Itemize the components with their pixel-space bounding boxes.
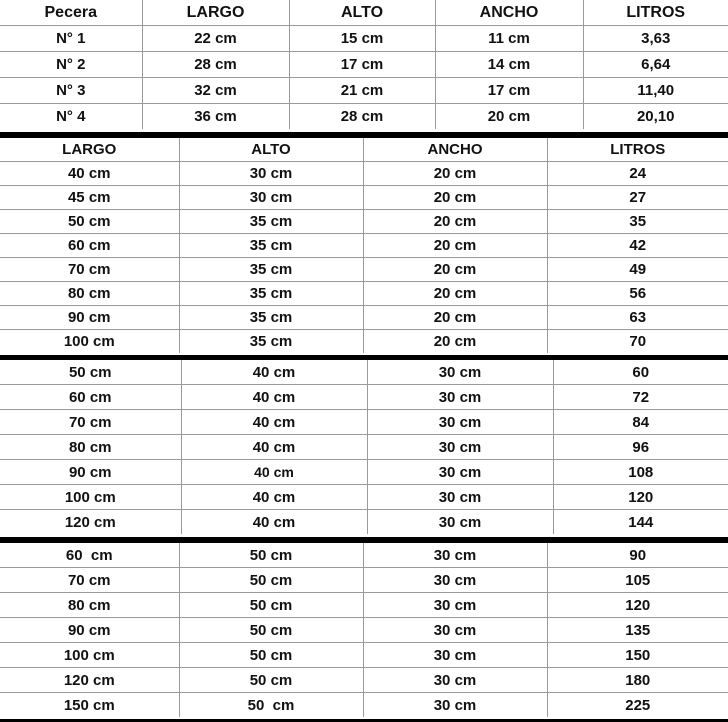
table-row (0, 104, 728, 130)
tank-size-table-b (0, 360, 728, 534)
table-cell: 60 cm (0, 234, 179, 258)
table-cell: 35 (547, 210, 728, 234)
table-cell: 100 cm (0, 643, 179, 668)
table-cell: 28 cm (289, 104, 435, 130)
table-row (0, 306, 728, 330)
table-cell: 30 cm (363, 668, 547, 693)
table-cell: 30 cm (363, 568, 547, 593)
table-cell: 50 cm (0, 360, 181, 385)
table-row (0, 258, 728, 282)
table-cell: 30 cm (367, 410, 553, 435)
table-row (0, 282, 728, 306)
table-cell: 35 cm (179, 258, 363, 282)
table-row (0, 162, 728, 186)
table-row (0, 460, 728, 485)
table-cell: 70 cm (0, 568, 179, 593)
header-cell: LARGO (142, 0, 289, 26)
table-cell: 32 cm (142, 78, 289, 104)
table-cell: 20 cm (363, 258, 547, 282)
table-cell: 40 cm (181, 485, 367, 510)
table-row (0, 410, 728, 435)
table-row (0, 26, 728, 52)
header-cell: LARGO (0, 138, 179, 162)
table-cell: 40 cm (181, 385, 367, 410)
table-cell: N° 4 (0, 104, 142, 130)
table-cell: 21 cm (289, 78, 435, 104)
table-cell: 105 (547, 568, 728, 593)
table-cell: 225 (547, 693, 728, 718)
table-cell: 135 (547, 618, 728, 643)
table-row (0, 234, 728, 258)
table-cell: 30 cm (367, 460, 553, 485)
table-cell: 40 cm (0, 162, 179, 186)
table-cell: 120 (553, 485, 728, 510)
table-row (0, 693, 728, 718)
table-row (0, 385, 728, 410)
table-row (0, 78, 728, 104)
table-cell: 20 cm (363, 306, 547, 330)
table-cell: 17 cm (435, 78, 583, 104)
pecera-table (0, 0, 728, 129)
table-cell: 50 cm (179, 618, 363, 643)
header-cell: LITROS (583, 0, 728, 26)
table-cell: 49 (547, 258, 728, 282)
table-cell: 50 cm (179, 593, 363, 618)
table-cell: 50 cm (179, 568, 363, 593)
table-cell: 100 cm (0, 330, 179, 354)
table-row (0, 593, 728, 618)
table-cell: 80 cm (0, 593, 179, 618)
table-row (0, 543, 728, 568)
table-row (0, 643, 728, 668)
table-row (0, 435, 728, 460)
table-row (0, 510, 728, 535)
table-row (0, 568, 728, 593)
table-cell: N° 3 (0, 78, 142, 104)
pecera-table-header (0, 0, 728, 26)
table-cell: 63 (547, 306, 728, 330)
table-cell: 50 cm (179, 693, 363, 718)
table-cell: 15 cm (289, 26, 435, 52)
table-cell: 30 cm (363, 643, 547, 668)
table-cell: 80 cm (0, 435, 181, 460)
table-cell: 35 cm (179, 330, 363, 354)
table-cell: 50 cm (179, 643, 363, 668)
table-row (0, 186, 728, 210)
table-cell: 56 (547, 282, 728, 306)
table-cell: 11 cm (435, 26, 583, 52)
table-cell: 60 cm (0, 385, 181, 410)
table-cell: 30 cm (367, 360, 553, 385)
table-cell: 30 cm (179, 162, 363, 186)
table-cell: 108 (553, 460, 728, 485)
table-cell: 70 (547, 330, 728, 354)
table-cell: 30 cm (363, 543, 547, 568)
table-cell: 20 cm (363, 330, 547, 354)
table-cell: 40 cm (181, 435, 367, 460)
table-cell: 45 cm (0, 186, 179, 210)
table-cell: 40 cm (181, 360, 367, 385)
tank-size-table-header (0, 138, 728, 162)
table-row (0, 668, 728, 693)
table-cell: 120 cm (0, 510, 181, 535)
table-cell: 24 (547, 162, 728, 186)
table-cell: 70 cm (0, 410, 181, 435)
table-cell: 180 (547, 668, 728, 693)
table-cell: 30 cm (179, 186, 363, 210)
table-cell: 96 (553, 435, 728, 460)
table-cell: 36 cm (142, 104, 289, 130)
table-cell: 20 cm (435, 104, 583, 130)
table-cell: 144 (553, 510, 728, 535)
table-cell: 30 cm (367, 435, 553, 460)
table-cell: 35 cm (179, 282, 363, 306)
table-cell: 40 cm (181, 510, 367, 535)
table-row (0, 485, 728, 510)
table-cell: 22 cm (142, 26, 289, 52)
table-cell: 90 cm (0, 618, 179, 643)
table-cell: 90 (547, 543, 728, 568)
table-row (0, 52, 728, 78)
table-cell: 120 cm (0, 668, 179, 693)
table-cell: 28 cm (142, 52, 289, 78)
table-cell: 20 cm (363, 282, 547, 306)
header-cell: Pecera (0, 0, 142, 26)
table-cell: 84 (553, 410, 728, 435)
table-cell: 60 (553, 360, 728, 385)
header-cell: ANCHO (435, 0, 583, 26)
table-cell: 30 cm (367, 510, 553, 535)
table-cell: 35 cm (179, 210, 363, 234)
table-cell: 20 cm (363, 234, 547, 258)
table-cell: 30 cm (363, 618, 547, 643)
table-cell: 6,64 (583, 52, 728, 78)
table-cell: 20 cm (363, 210, 547, 234)
table-cell: 3,63 (583, 26, 728, 52)
table-cell: 80 cm (0, 282, 179, 306)
table-row (0, 210, 728, 234)
table-cell: 90 cm (0, 460, 181, 485)
table-cell: 30 cm (363, 693, 547, 718)
tank-size-table-c (0, 543, 728, 717)
table-row (0, 330, 728, 354)
table-cell: 30 cm (367, 385, 553, 410)
table-row (0, 360, 728, 385)
table-cell: 150 cm (0, 693, 179, 718)
header-cell: ALTO (179, 138, 363, 162)
table-cell: 72 (553, 385, 728, 410)
table-cell: 30 cm (367, 485, 553, 510)
table-cell: 150 (547, 643, 728, 668)
table-cell: 40 cm (181, 460, 367, 485)
header-cell: ALTO (289, 0, 435, 26)
table-cell: 27 (547, 186, 728, 210)
table-cell: 50 cm (179, 668, 363, 693)
table-cell: 70 cm (0, 258, 179, 282)
table-cell: 20 cm (363, 186, 547, 210)
header-cell: LITROS (547, 138, 728, 162)
table-cell: 50 cm (179, 543, 363, 568)
table-cell: 14 cm (435, 52, 583, 78)
table-cell: N° 1 (0, 26, 142, 52)
table-cell: 100 cm (0, 485, 181, 510)
table-cell: N° 2 (0, 52, 142, 78)
table-cell: 35 cm (179, 306, 363, 330)
table-cell: 40 cm (181, 410, 367, 435)
table-row (0, 618, 728, 643)
table-cell: 20 cm (363, 162, 547, 186)
table-cell: 42 (547, 234, 728, 258)
header-cell: ANCHO (363, 138, 547, 162)
table-cell: 17 cm (289, 52, 435, 78)
table-cell: 120 (547, 593, 728, 618)
table-cell: 11,40 (583, 78, 728, 104)
table-cell: 35 cm (179, 234, 363, 258)
table-cell: 90 cm (0, 306, 179, 330)
table-cell: 60 cm (0, 543, 179, 568)
table-cell: 50 cm (0, 210, 179, 234)
tank-size-table-a (0, 138, 728, 353)
table-cell: 20,10 (583, 104, 728, 130)
table-cell: 30 cm (363, 593, 547, 618)
